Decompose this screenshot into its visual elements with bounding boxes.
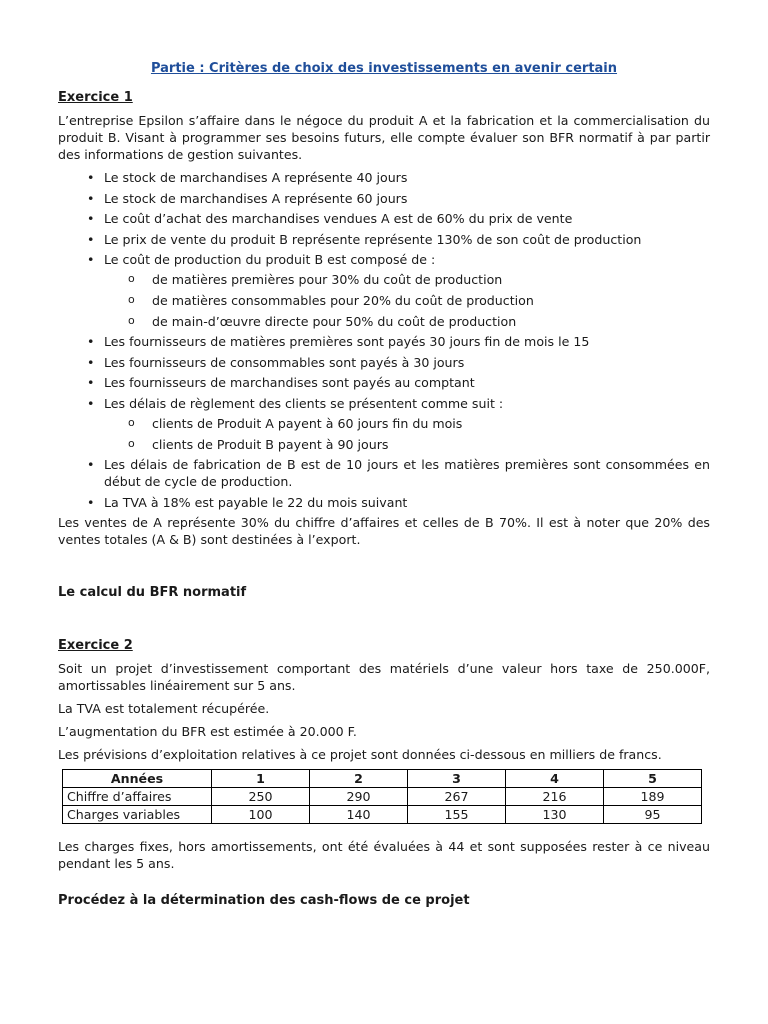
table-cell: 95 xyxy=(604,806,702,824)
table-header-cell: 1 xyxy=(212,770,310,788)
table-header-cell: 2 xyxy=(310,770,408,788)
table-cell: 155 xyxy=(408,806,506,824)
bullet-item: • Le coût d’achat des marchandises vendues A est de 60% du prix de vente xyxy=(104,210,710,227)
exercise2-heading: Exercice 2 xyxy=(58,638,133,654)
bullet-item: • Le stock de marchandises A représente 40 jours xyxy=(104,169,710,186)
table-cell: 130 xyxy=(506,806,604,824)
exercise2-paragraph: Les prévisions d’exploitation relatives à ce projet sont données ci-dessous en milliers de francs. xyxy=(58,747,662,763)
page-title: Partie : Critères de choix des investissements en avenir certain xyxy=(150,61,618,76)
bullet-item: • Les fournisseurs de consommables sont payés à 30 jours xyxy=(104,354,710,371)
table-header-cell: 4 xyxy=(506,770,604,788)
table-header-cell: 3 xyxy=(408,770,506,788)
table-row xyxy=(63,806,702,824)
exercise1-outro: Les ventes de A représente 30% du chiffre d’affaires et celles de B 70%. Il est à noter que 20% des ventes totales (A & B) sont destinées à l’export. xyxy=(58,515,710,548)
exercise2-paragraph: L’augmentation du BFR est estimée à 20.000 F. xyxy=(58,724,357,740)
sub-item: o clients de Produit A payent à 60 jours fin du mois xyxy=(152,415,710,432)
cost-sub-list xyxy=(104,271,710,329)
bullet-item: • Les fournisseurs de marchandises sont payés au comptant xyxy=(104,374,710,391)
sub-item: o de main-d’œuvre directe pour 50% du coût de production xyxy=(152,313,710,330)
table-cell: 140 xyxy=(310,806,408,824)
table-header-cell: 5 xyxy=(604,770,702,788)
bullet-item-client-terms xyxy=(104,395,710,453)
forecast-table xyxy=(62,769,702,824)
exercise2-paragraph: Soit un projet d’investissement comportant des matériels d’une valeur hors taxe de 250.000F, amortissables linéairement sur 5 ans. xyxy=(58,661,710,694)
exercise1-intro: L’entreprise Epsilon s’affaire dans le négoce du produit A et la fabrication et la commercialisation du produit B. Visant à programmer ses besoins futurs, elle compte évaluer son BFR normatif à par partir des informations de gestion suivantes. xyxy=(58,113,710,162)
table-cell: 290 xyxy=(310,788,408,806)
bullet-item: • La TVA à 18% est payable le 22 du mois suivant xyxy=(104,494,710,511)
sub-item: o de matières consommables pour 20% du coût de production xyxy=(152,292,710,309)
client-sub-list xyxy=(104,415,710,453)
table-cell: 250 xyxy=(212,788,310,806)
bullet-text: Le coût de production du produit B est composé de : xyxy=(104,252,436,268)
exercise2-paragraph: La TVA est totalement récupérée. xyxy=(58,701,270,717)
table-header-row xyxy=(63,770,702,788)
bullet-item: • Les fournisseurs de matières premières sont payés 30 jours fin de mois le 15 xyxy=(104,333,710,350)
sub-item: o clients de Produit B payent à 90 jours xyxy=(152,436,710,453)
bullet-item: • Les délais de fabrication de B est de 10 jours et les matières premières sont consommées en début de cycle de production. xyxy=(104,456,710,490)
table-cell: 100 xyxy=(212,806,310,824)
table-cell: 189 xyxy=(604,788,702,806)
bullet-item-cost-composition xyxy=(104,251,710,329)
exercise1-task: Le calcul du BFR normatif xyxy=(58,585,247,601)
exercise1-bullet-list xyxy=(58,169,710,511)
bullet-item: • Le prix de vente du produit B représente représente 130% de son coût de production xyxy=(104,231,710,248)
table-row xyxy=(63,788,702,806)
exercise1-heading: Exercice 1 xyxy=(58,90,133,105)
row-label: Charges variables xyxy=(63,806,212,824)
bullet-item: • Le stock de marchandises A représente 60 jours xyxy=(104,190,710,207)
table-cell: 216 xyxy=(506,788,604,806)
table-cell: 267 xyxy=(408,788,506,806)
exercise2-paragraph: Les charges fixes, hors amortissements, ont été évaluées à 44 et sont supposées rester à ce niveau pendant les 5 ans. xyxy=(58,839,710,872)
table-header-cell: Années xyxy=(63,770,212,788)
sub-item: o de matières premières pour 30% du coût de production xyxy=(152,271,710,288)
exercise2-task: Procédez à la détermination des cash-flows de ce projet xyxy=(58,893,470,909)
row-label: Chiffre d’affaires xyxy=(63,788,212,806)
bullet-text: Les délais de règlement des clients se présentent comme suit : xyxy=(104,395,504,411)
